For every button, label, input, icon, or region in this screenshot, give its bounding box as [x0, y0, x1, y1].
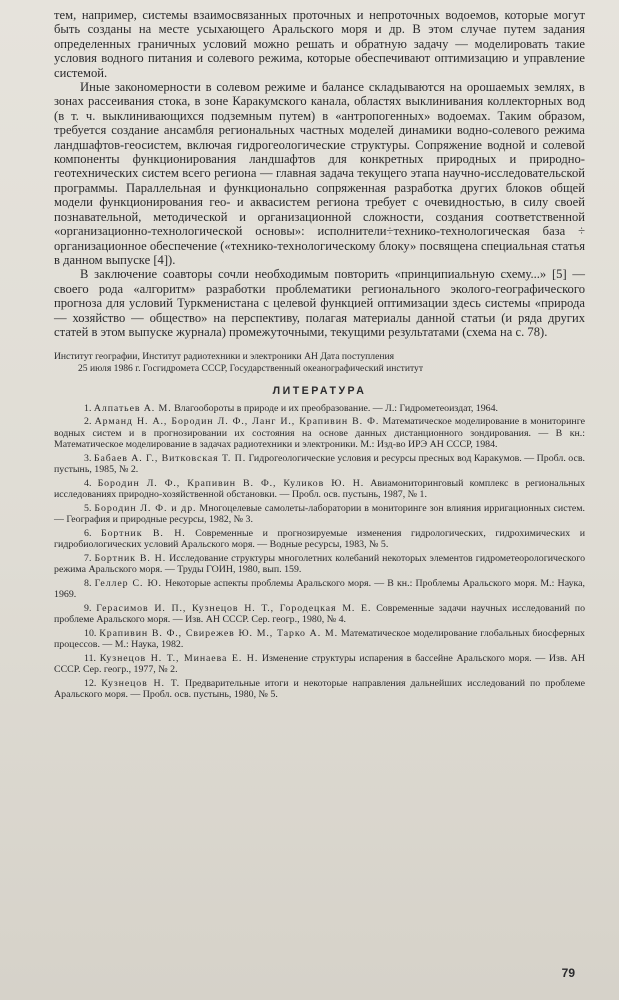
reference-number: 4. [84, 477, 92, 489]
reference-number: 6. [84, 527, 92, 539]
reference-authors: Алпатьев А. М. [93, 402, 172, 414]
affiliation-block [54, 351, 585, 373]
reference-authors: Арманд Н. А., Бородин Л. Ф., Ланг И., Крапивин В. Ф. [94, 416, 380, 428]
reference-text: Современные и прогнозируемые изменения гидрологических, гидрохимических и гидробиологических условий Аральского моря. — Водные ресурсы, 1983, № 5. [54, 527, 586, 551]
reference-item [54, 528, 585, 551]
affiliation-line-1: Институт географии, Институт радиотехники и электроники АН Дата поступления [54, 351, 395, 363]
reference-authors: Крапивин В. Ф., Свирежев Ю. М., Тарко А. М. [99, 627, 338, 639]
reference-text: Некоторые аспекты проблемы Аральского моря. — В кн.: Проблемы Аральского моря. М.: Наука, 1969. [54, 577, 586, 601]
affiliation-line-2: 25 июля 1986 г. Госгидромета СССР, Государственный океанографический институт [78, 362, 424, 374]
reference-number: 10. [84, 627, 97, 639]
reference-number: 2. [84, 416, 92, 428]
reference-number: 9. [84, 602, 92, 614]
reference-item [54, 503, 585, 526]
reference-authors: Бортник В. Н. [94, 552, 167, 564]
reference-item [54, 416, 585, 451]
reference-authors: Бородин Л. Ф., Крапивин В. Ф., Куликов Ю. Н. [97, 477, 365, 489]
reference-item [54, 653, 585, 676]
references-list [54, 403, 585, 701]
reference-text: Влагообороты в природе и их преобразование. — Л.: Гидрометеоиздат, 1964. [171, 402, 499, 414]
reference-item [54, 578, 585, 601]
page-number: 79 [561, 966, 575, 980]
reference-authors: Кузнецов Н. Т. [101, 677, 181, 689]
reference-item [54, 478, 585, 501]
reference-text: Изменение структуры испарения в бассейне Аральского моря. — Изв. АН СССР. Сер. геогр., 1977, № 2. [54, 652, 586, 676]
body-paragraph-2: Иные закономерности в солевом режиме и балансе складываются на орошаемых землях, в зонах рассеивания стока, в зоне Каракумского канала, областях выклинивания коллекторных вод (в т. ч. выклинивающихся подземным путем) в «антропогенных» водоемах. Таким образом, требуется создание ансамбля региональных частных моделей динамики водно-солевого режима ландшафтов-геосистем, включая гидрогеологические структуры. Сопряжение водной и солевой компоненты функционирования ландшафтов для конкретных природных и природно-геотехнических систем всего региона — главная задача текущего этапа научно-исследовательской программы. Параллельная и функционально сопряженная разработка других блоков общей модели функционирования гео- и аквасистем региона требует с очевидностью, в силу своей познавательной, методической и организационной сложности, создания соответственной «организационно-технологической основы»: исполнители÷технико-технологическая база ÷ организационное обеспечение («технико-технологическому блоку» посвящена специальная статья в данном выпуске [4]). [54, 80, 585, 267]
reference-number: 3. [84, 452, 92, 464]
reference-text: Авиамониторинговый комплекс в региональных исследованиях природно-хозяйственной обстановки. — Пробл. осв. пустынь, 1987, № 1. [54, 477, 586, 501]
reference-number: 5. [84, 502, 92, 514]
reference-item [54, 678, 585, 701]
reference-authors: Герасимов И. П., Кузнецов Н. Т., Городецкая М. Е. [96, 602, 372, 614]
reference-number: 1. [84, 402, 92, 414]
reference-text: Исследование структуры многолетних колебаний некоторых элементов гидрометеорологического режима Аральского моря. — Труды ГОИН, 1980, вып. 159. [54, 552, 586, 576]
reference-item [54, 603, 585, 626]
reference-text: Математическое моделирование в мониторинге водных систем и в прогнозировании их состояния на основе данных дистанционного зондирования. — В кн.: Математическое моделирование в задачах радиотехники и электроники. М.: Изд-во ИРЭ АН СССР, 1984. [54, 416, 585, 451]
reference-text: Многоцелевые самолеты-лаборатории в мониторинге зон влияния ирригационных систем. — География и природные ресурсы, 1982, № 3. [54, 502, 586, 526]
references-title: ЛИТЕРАТУРА [272, 384, 367, 397]
reference-authors: Бортник В. Н. [101, 527, 186, 539]
reference-text: Современные задачи научных исследований по проблеме Аральского моря. — Изв. АН СССР. Сер. геогр., 1980, № 4. [54, 602, 586, 626]
body-paragraph-1: тем, например, системы взаимосвязанных проточных и непроточных водоемов, которые могут быть созданы на месте усыхающего Аральского моря и др. В этом случае путем задания определенных граничных условий можно решать и обратную задачу — моделировать такие условия водного питания и солевого режима, которые обеспечивают оптимизацию и управление системой. [54, 8, 585, 80]
reference-authors: Кузнецов Н. Т., Минаева Е. Н. [99, 652, 259, 664]
reference-authors: Геллер С. Ю. [94, 577, 162, 589]
body-paragraph-3: В заключение соавторы сочли необходимым повторить «принципиальную схему...» [5] — своего рода «алгоритм» разработки проблематики регионального эколого-географического прогноза для условий Туркменистана с целевой функцией оптимизации здесь системы «природа — хозяйство — общество» на перспективу, полагая материалы данной статьи (и ряда других статей в этом выпуске журнала) промежуточными, текущими результатами (схема на с. 78). [54, 267, 585, 339]
reference-text: Предварительные итоги и некоторые направления дальнейших исследований по проблеме Аральского моря. — Пробл. осв. пустынь, 1980, № 5. [54, 677, 585, 701]
reference-number: 8. [84, 577, 92, 589]
reference-item [54, 453, 585, 476]
reference-number: 12. [84, 677, 97, 689]
reference-number: 7. [84, 552, 92, 564]
reference-text: Гидрогеологические условия и ресурсы пресных вод Каракумов. — Пробл. осв. пустынь, 1985, № 2. [54, 452, 585, 476]
reference-authors: Бабаев А. Г., Витковская Т. П. [93, 452, 247, 464]
reference-item [54, 553, 585, 576]
reference-item [54, 403, 585, 415]
reference-item [54, 628, 585, 651]
reference-text: Математическое моделирование глобальных биосферных процессов. — М.: Наука, 1982. [54, 627, 585, 651]
reference-number: 11. [84, 652, 96, 664]
article-body [54, 8, 585, 339]
reference-authors: Бородин Л. Ф. и др. [94, 502, 197, 514]
